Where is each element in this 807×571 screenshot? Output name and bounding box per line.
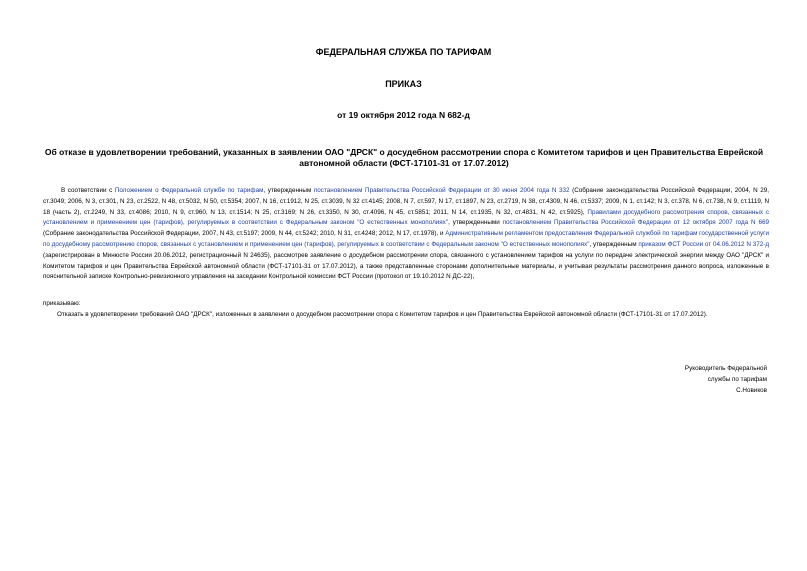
document-type: ПРИКАЗ [385, 79, 422, 89]
order-word: приказываю: [43, 300, 81, 307]
link-fts-regulation[interactable]: Положением о Федеральной службе по тарифам [114, 187, 264, 194]
signature-agency: службы по тарифам [707, 375, 767, 383]
link-government-decree-669[interactable]: постановлением Правительства Российской Федерации от 12 октября 2007 года N 669 [502, 219, 769, 227]
preamble-paragraph [43, 186, 769, 283]
signature-position: Руководитель Федеральной [684, 365, 767, 372]
link-government-decree-332[interactable]: постановлением Правительства Российской Федерации от 30 июня 2004 года N 332 [313, 187, 570, 194]
signature-name: С.Новиков [736, 386, 767, 394]
preamble-text: , утвержденным [589, 240, 639, 248]
preamble-text: , утвержденными [448, 219, 503, 227]
decision-paragraph: Отказать в удовлетворении требований ОАО "ДРСК", изложенных в заявлении о досудебном рассмотрении спора с Комитетом тарифов и цен Правительства Еврейской автономной области (ФСТ-17101-31 от 17.07.2012). [57, 311, 708, 318]
preamble-text: (Собрание законодательства Российской Федерации, 2007, N 43, ст.5197; 2009, N 44, ст.5242; 2010, N 31, ст.4248; 2012, N 17, ст.1978), и [43, 230, 446, 238]
document-subject: Об отказе в удовлетворении требований, указанных в заявлении ОАО "ДРСК" о досудебном рассмотрении спора с Комитетом тарифов и цен Правительства Еврейской автономной области (ФСТ-17101-31 от 17.07.2012) [44, 147, 764, 168]
document-date-number: от 19 октября 2012 года N 682-д [337, 110, 470, 120]
link-fts-order-372[interactable]: приказом ФСТ России от 04.06.2012 N 372-д [638, 240, 769, 248]
agency-title: ФЕДЕРАЛЬНАЯ СЛУЖБА ПО ТАРИФАМ [315, 47, 492, 57]
preamble-text: В соответствии с [61, 187, 115, 194]
preamble-text: (зарегистрирован в Минюсте России 20.06.2012, регистрационный N 24635), рассмотрев заявление о досудебном рассмотрении спора, связанного с установлением тарифов на услуги по передаче электрической энергии между ОАО "ДРСК" и Комитетом тарифов и цен Правительства Еврейской автономной области (ФСТ-17101-31 от 17.07.2012), а также представленные сторонами дополнительные материалы, и учитывая результаты рассмотрения данного вопроса, изложенные в пояснительной записке Контрольно-ревизионного управления на заседании Контрольной комиссии ФСТ России (протокол от 19.10.2012 N ДС-22), [43, 251, 769, 281]
preamble-text: (Собрание законодательства Российской Федерации, 2004, N 29, ст.3049; 2006, N 3, ст.301, N 23, ст.2522, N 48, ст.5032, N 50, ст.5354; 2007, N 16, ст.1912, N 25, ст.3039, N 32 ст.4145; 2008, N 7, ст.597, N 17, ст.1897, N 23, ст.2719, N 38, ст.4309, N 46, ст.5337; 2009, N 1, ст.142; N 3, ст.378, N 6, ст.738, N 9, ст.1119, N 18 (часть 2), ст.2249, N 33, ст.4086; 2010, N 9, ст.960, N 13, ст.1514; N 25, ст.3169; N 26, ст.3350, N 30, ст.4096, N 45, ст.5851; 2011, N 14, ст.1935, N 32, ст.4831, N 42, ст.5925), [43, 187, 770, 216]
link-administrative-regulation[interactable]: Административным регламентом предоставления Федеральной службой по тарифам государственной услуги по досудебному рассмотрению споров, связанных с установлением и применением цен (тарифов), регулируемых в соответствии с Федеральным законом "О естественных монополиях" [43, 230, 769, 248]
preamble-text: , утвержденным [263, 187, 314, 194]
link-dispute-rules[interactable]: Правилами досудебного рассмотрения споров, связанных с установлением и применением цен (тарифов), регулируемых в соответствии с Федеральным законом "О естественных монополиях" [43, 208, 769, 227]
signature-block [560, 364, 767, 396]
